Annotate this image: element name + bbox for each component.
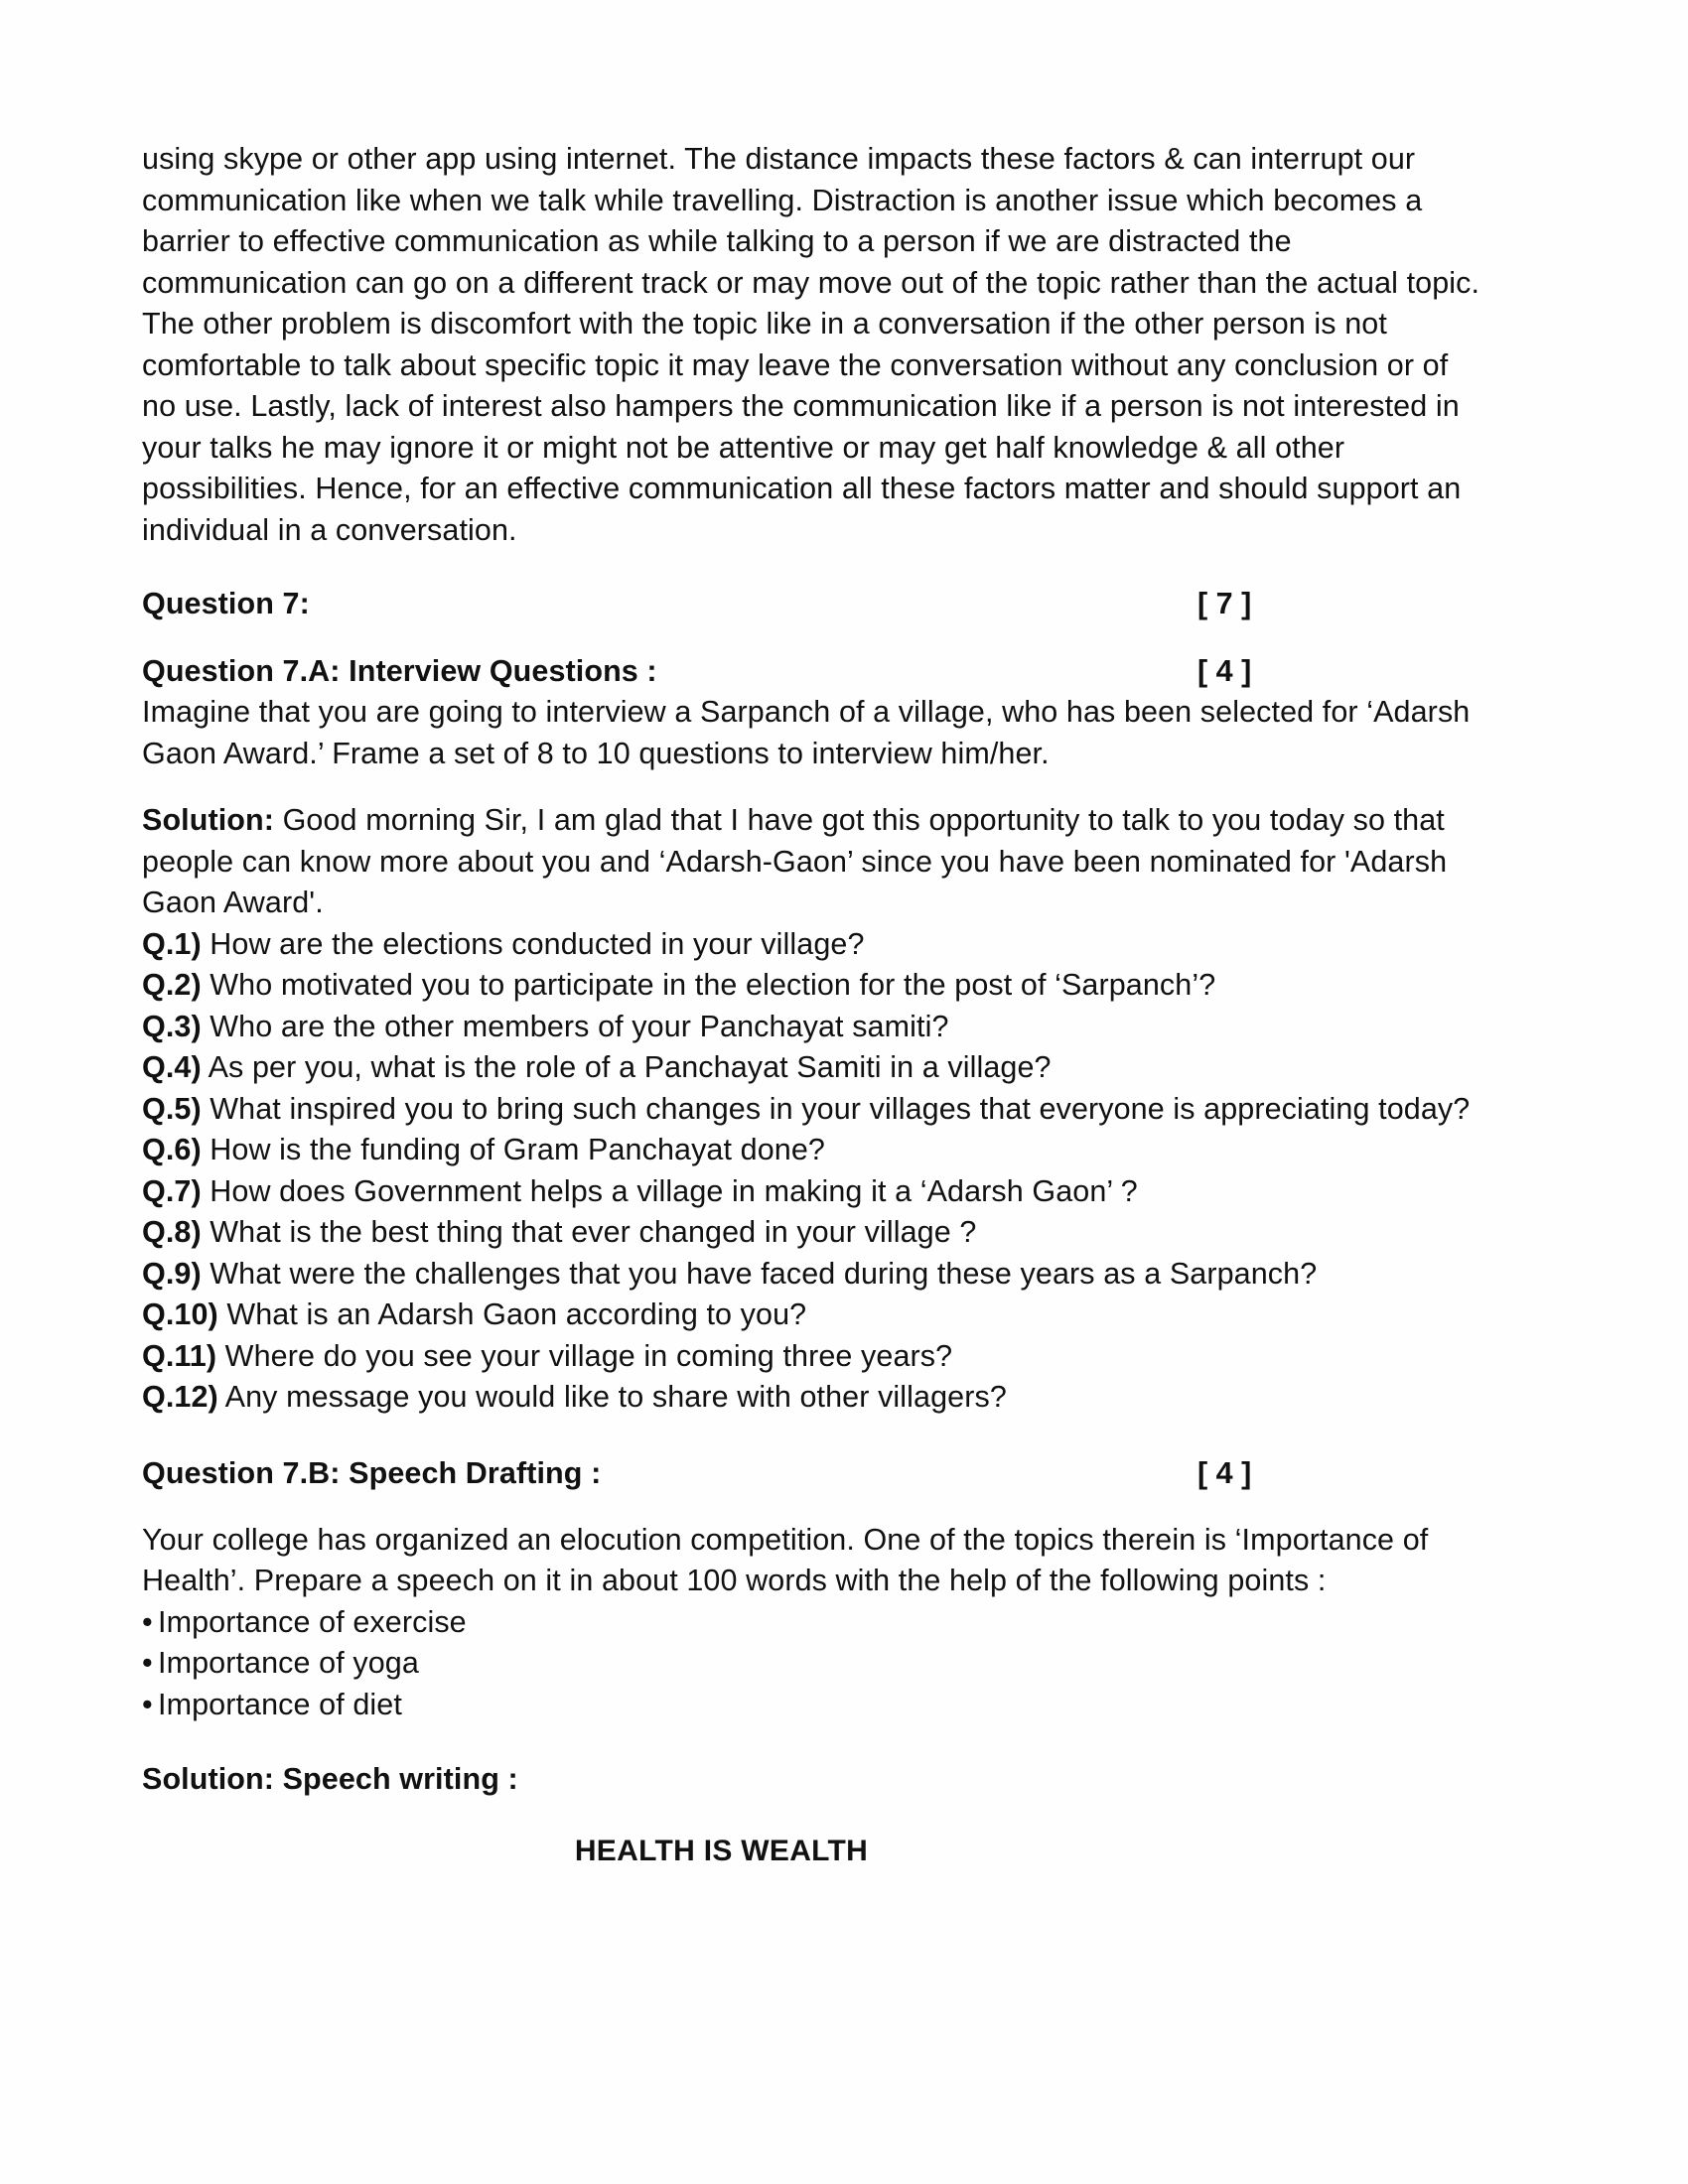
intro-paragraph: using skype or other app using internet. The distance impacts these factors & can interrupt our communication like when we talk while travelling. Distraction is another issue which becomes a barrier to effective communication as while talking to a person if we are distracted the communication can go on a different track or may move out of the topic rather than the actual topic. The other problem is discomfort with the topic like in a conversation if the other person is not comfortable to talk about specific topic it may leave the conversation without any conclusion or of no use. Lastly, lack of interest also hampers the communication like if a person is not interested in your talks he may ignore it or might not be attentive or may get half knowledge & all other possibilities. Hence, for an effective communication all these factors matter and should support an individual in a conversation.: [142, 142, 1480, 547]
question-text: How is the funding of Gram Panchayat done?: [201, 1133, 825, 1166]
question-text: What is the best thing that ever changed in your village ?: [201, 1215, 977, 1249]
spacer: [142, 774, 1489, 800]
speech-point-label: Importance of diet: [158, 1687, 402, 1721]
interview-question: [142, 1212, 1489, 1254]
question-text: What inspired you to bring such changes in your villages that everyone is appreciating today?: [201, 1091, 1471, 1126]
question-text: How does Government helps a village in making it a ‘Adarsh Gaon’ ?: [201, 1173, 1138, 1208]
question-number: Q.3): [142, 1009, 202, 1043]
speech-point: [142, 1685, 1489, 1726]
question7a-heading-block: [142, 650, 1489, 692]
question-text: What is an Adarsh Gaon according to you?: [217, 1297, 807, 1331]
solution-intro-text: Good morning Sir, I am glad that I have got this opportunity to talk to you today so that people can know more about you and ‘Adarsh-Gaon’ since you have been nominated for 'Adarsh Gaon Award'.: [142, 803, 1448, 919]
question7b-heading-row: [142, 1452, 1489, 1494]
interview-question: [142, 1377, 1489, 1419]
speech-point: [142, 1643, 1489, 1685]
question7b-marks: [ 4 ]: [1197, 1455, 1252, 1490]
question-text: As per you, what is the role of a Panchayat Samiti in a village?: [201, 1050, 1052, 1084]
question7-label: Question 7:: [142, 587, 310, 620]
question7a-solution: [142, 800, 1489, 924]
interview-question: [142, 1336, 1489, 1378]
question-number: Q.1): [142, 926, 202, 961]
question-number: Q.2): [142, 968, 202, 1002]
interview-question: [142, 1295, 1489, 1336]
question7-marks: [ 7 ]: [1197, 587, 1252, 620]
interview-question: [142, 1089, 1489, 1131]
question-number: Q.9): [142, 1256, 202, 1291]
spacer: [142, 1419, 1489, 1452]
bullet-icon: •: [142, 1646, 153, 1680]
question7a-heading-row: [142, 650, 1489, 692]
spacer: [142, 1801, 1489, 1835]
spacer: [142, 1725, 1489, 1759]
question7b-solution-label: [142, 1759, 1489, 1801]
question7-heading-block: [142, 583, 1489, 624]
interview-question: [142, 1254, 1489, 1296]
question7b-prompt: Your college has organized an elocution competition. One of the topics therein is ‘Importance of Health’. Prepare a speech on it in about 100 words with the help of the following points :: [142, 1522, 1429, 1597]
question-number: Q.4): [142, 1050, 202, 1084]
interview-question: [142, 1047, 1489, 1089]
question7-heading-row: [142, 583, 1489, 624]
interview-question: [142, 965, 1489, 1007]
question-text: Who are the other members of your Panchayat samiti?: [201, 1009, 949, 1043]
question7a-marks: [ 4 ]: [1197, 654, 1252, 688]
interview-question: [142, 1171, 1489, 1213]
question7b-label: Question 7.B: Speech Drafting :: [142, 1455, 602, 1490]
solution-speech-label: Solution: Speech writing :: [142, 1762, 518, 1796]
speech-point: [142, 1602, 1489, 1644]
interview-question: [142, 1007, 1489, 1048]
spacer: [142, 1494, 1489, 1520]
question7b-heading-block: [142, 1452, 1489, 1494]
speech-title: HEALTH IS WEALTH: [574, 1834, 869, 1867]
bullet-icon: •: [142, 1604, 153, 1639]
question-number: Q.6): [142, 1133, 202, 1166]
question-number: Q.7): [142, 1173, 202, 1208]
question-text: How are the elections conducted in your village?: [201, 926, 865, 961]
spacer: [142, 624, 1489, 650]
speech-point-label: Importance of exercise: [158, 1604, 467, 1639]
interview-question: [142, 1130, 1489, 1171]
question-text: Any message you would like to share with other villagers?: [217, 1380, 1007, 1414]
question-number: Q.5): [142, 1091, 202, 1126]
speech-point-label: Importance of yoga: [158, 1646, 419, 1680]
question-number: Q.11): [142, 1338, 217, 1373]
question-number: Q.12): [142, 1380, 218, 1414]
bullet-icon: •: [142, 1687, 153, 1721]
question7a-label: Question 7.A: Interview Questions :: [142, 654, 657, 688]
interview-question: [142, 924, 1489, 966]
question-number: Q.8): [142, 1215, 202, 1249]
question-text: Who motivated you to participate in the election for the post of ‘Sarpanch’?: [201, 968, 1216, 1002]
spacer: [142, 557, 1489, 583]
question-number: Q.10): [142, 1297, 218, 1331]
question7a-prompt: Imagine that you are going to interview a Sarpanch of a village, who has been selected for ‘Adarsh Gaon Award.’ Frame a set of 8 to 10 questions to interview him/her.: [142, 695, 1471, 770]
question-text: Where do you see your village in coming three years?: [216, 1338, 953, 1373]
solution-label: Solution:: [142, 803, 275, 837]
question-text: What were the challenges that you have faced during these years as a Sarpanch?: [201, 1256, 1318, 1291]
